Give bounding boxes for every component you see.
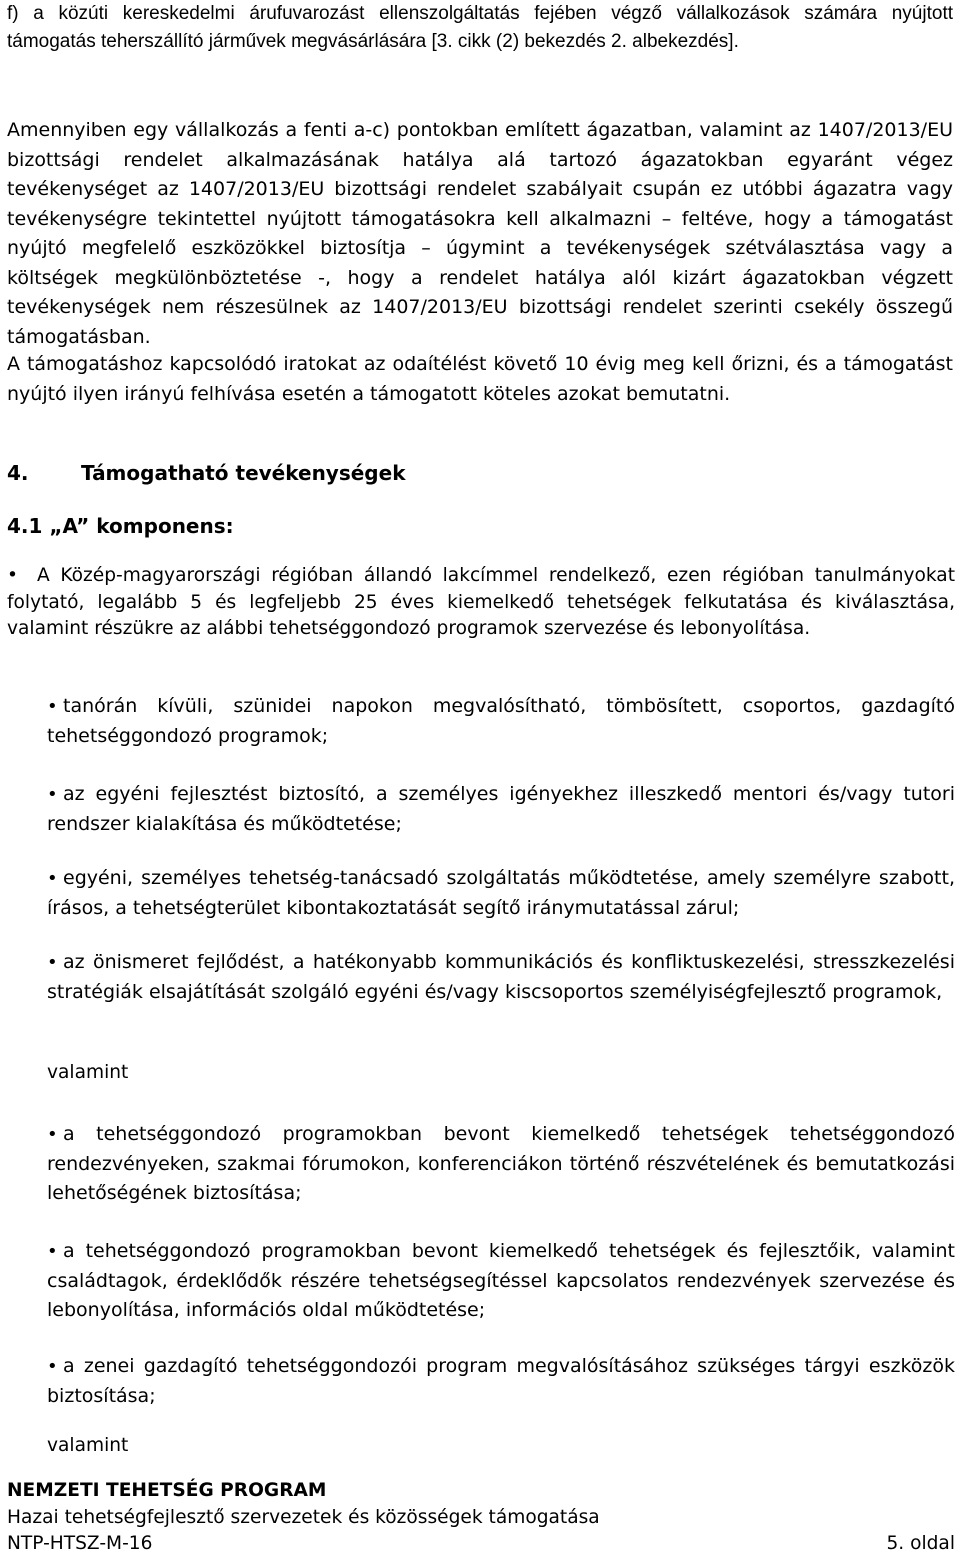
- bullet-icon: •: [7, 565, 18, 586]
- intro-item-f: f) a közúti kereskedelmi árufuvarozást ellenszolgáltatás fejében végző vállalkozások számára nyújtott támogatás teherszállító járművek megvásárlására [3. cikk (2) bekezdés 2. albekezdés].: [7, 3, 953, 52]
- bullet-icon: •: [47, 1356, 58, 1377]
- section-number: 4.: [7, 461, 29, 485]
- bullet-icon: •: [47, 868, 58, 889]
- sub-item-6: • a tehetséggondozó programokban bevont kiemelkedő tehetségek és fejlesztőik, valamint családtagok, érdeklődők részére tehetségsegítéssel kapcsolatos rendezvények szervezése és lebonyolítása, információs oldal működtetése;: [47, 1237, 955, 1326]
- footer-subtitle: Hazai tehetségfejlesztő szervezetek és közösségek támogatása: [7, 1506, 600, 1528]
- connector-text: valamint: [47, 1435, 129, 1456]
- footer-row: [7, 1531, 955, 1558]
- bullet-icon: •: [47, 952, 58, 973]
- sub-item-2: • az egyéni fejlesztést biztosító, a személyes igényekhez illeszkedő mentori és/vagy tutori rendszer kialakítása és működtetése;: [47, 780, 955, 839]
- page-footer: [7, 1478, 955, 1558]
- sub-item-3: • egyéni, személyes tehetség-tanácsadó szolgáltatás működtetése, amely személyre szabott, írásos, a tehetségterület kibontakoztatását segítő iránymutatással zárul;: [47, 864, 955, 923]
- sub-item-5: • a tehetséggondozó programokban bevont kiemelkedő tehetségek tehetséggondozó rendezvényeken, szakmai fórumokon, konferenciákon történő részvételének és bemutatkozási lehetőségének biztosítása;: [47, 1120, 955, 1209]
- sub-item-1: • tanórán kívüli, szünidei napokon megvalósítható, tömbösített, csoportos, gazdagító tehetséggondozó programok;: [47, 692, 955, 751]
- bullet-icon: •: [47, 784, 58, 805]
- section-heading-4: [7, 461, 406, 485]
- page-number: 5. oldal: [886, 1533, 955, 1554]
- paragraph-document-retention: A támogatáshoz kapcsolódó iratokat az odaítélést követő 10 évig meg kell őrizni, és a támogatást nyújtó ilyen irányú felhívása esetén a támogatott köteles azokat bemutatni.: [7, 353, 953, 405]
- main-bullet-item: [7, 563, 955, 643]
- paragraph-sector-rules: Amennyiben egy vállalkozás a fenti a-c) pontokban említett ágazatban, valamint az 1407/2013/EU bizottsági rendelet alkalmazásának hatálya alá tartozó ágazatokban egyaránt végez tevékenységet az 1407/2013/EU bizottsági rendelet szabályait csupán ez utóbbi ágazatra vagy tevékenységre tekintettel nyújtott támogatásokra kell alkalmazni – feltéve, hogy a támogatást nyújtó megfelelő eszközökkel biztosítja – úgymint a tevékenységek szétválasztása vagy a költségek megkülönböztetése -, hogy a rendelet hatálya alól kizárt ágazatokban végzett tevékenységek nem részesülnek az 1407/2013/EU bizottsági rendelet szerinti csekély összegű támogatásban.: [7, 119, 953, 348]
- connector-text: valamint: [47, 1062, 129, 1083]
- footer-code: NTP-HTSZ-M-16: [7, 1533, 153, 1554]
- main-bullet-text: A Közép-magyarországi régióban állandó lakcímmel rendelkező, ezen régióban tanulmányokat folytató, legalább 5 és legfeljebb 25 éves kiemelkedő tehetségek felkutatása és kiválasztása, valamint részükre az alábbi tehetséggondozó programok szervezése és lebonyolítása.: [7, 565, 955, 640]
- sub-item-4: • az önismeret fejlődést, a hatékonyabb kommunikációs és konfliktuskezelési, stresszkezelési stratégiák elsajátítását szolgáló egyéni és/vagy kiscsoportos személyiségfejlesztő programok,: [47, 948, 955, 1007]
- bullet-icon: •: [47, 1241, 58, 1262]
- footer-program-title: NEMZETI TEHETSÉG PROGRAM: [7, 1480, 327, 1501]
- section-title: Támogatható tevékenységek: [81, 461, 406, 485]
- bullet-icon: •: [47, 696, 58, 717]
- bullet-icon: •: [47, 1124, 58, 1145]
- sub-item-7: • a zenei gazdagító tehetséggondozói program megvalósításához szükséges tárgyi eszközök biztosítása;: [47, 1352, 955, 1411]
- subsection-heading-4-1: 4.1 „A” komponens:: [7, 514, 234, 538]
